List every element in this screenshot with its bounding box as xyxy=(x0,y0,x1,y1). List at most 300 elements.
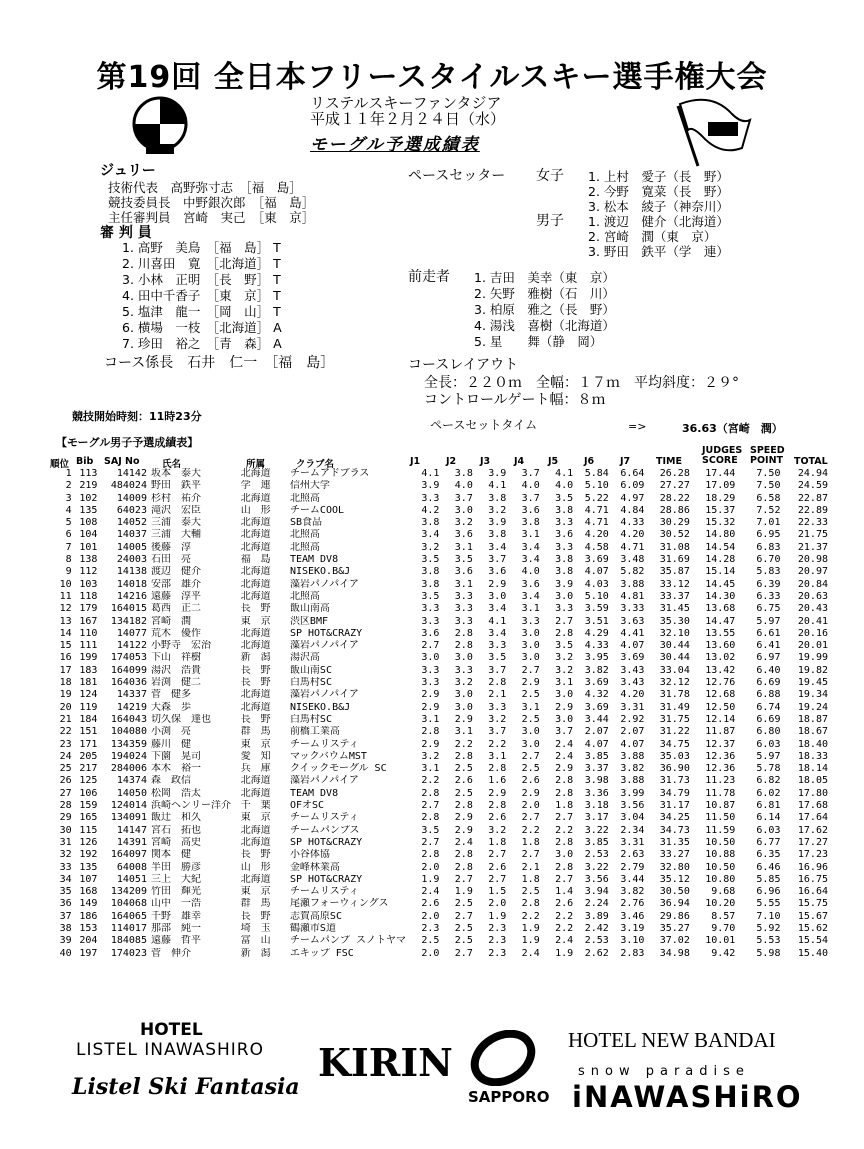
table-cell: 106 xyxy=(79,787,98,799)
table-cell: 18.33 xyxy=(797,750,828,762)
table-cell: 4.20 xyxy=(620,529,645,541)
table-cell: 3.88 xyxy=(620,578,645,590)
forerunner-row: 5. 星 舞（静 岡） xyxy=(474,334,603,349)
table-cell: 6.35 xyxy=(756,849,781,861)
pace-arrow: => xyxy=(628,420,647,433)
table-row xyxy=(50,751,830,763)
table-cell: 3.8 xyxy=(555,504,574,516)
table-cell: 4.07 xyxy=(620,640,645,652)
table-cell: 2.2 xyxy=(555,910,574,922)
table-cell: 103 xyxy=(79,578,98,590)
table-cell: 3.3 xyxy=(454,615,473,627)
table-cell: 31.69 xyxy=(659,554,690,566)
table-cell: 6.40 xyxy=(756,664,781,676)
table-cell: 2.9 xyxy=(454,713,473,725)
table-cell: 北海道 xyxy=(240,578,271,590)
table-cell: NISEKO.B&J xyxy=(289,701,351,713)
table-cell: 3.0 xyxy=(555,590,574,602)
table-cell: 3.82 xyxy=(584,664,609,676)
table-cell: 尾瀬フォーウィングス xyxy=(289,898,389,910)
table-cell: 30.29 xyxy=(659,517,690,529)
judge-row: 3. 小林 正明 ［長 野］ T xyxy=(122,272,281,287)
sapporo-logo: SAPPORO xyxy=(468,1088,550,1106)
table-cell: 111 xyxy=(79,640,98,652)
table-cell: 3.1 xyxy=(421,763,440,775)
table-cell: 2.9 xyxy=(488,578,507,590)
table-cell: 3.6 xyxy=(421,627,440,639)
table-cell: 1.8 xyxy=(521,836,540,848)
venue-name: リステルスキーファンタジア xyxy=(310,94,502,112)
table-cell: 3.37 xyxy=(584,763,609,775)
table-cell: 3.0 xyxy=(555,689,574,701)
table-cell: 14037 xyxy=(116,529,147,541)
table-cell: 3.4 xyxy=(521,590,540,602)
table-cell: 本木 裕一 xyxy=(150,763,201,775)
table-row xyxy=(50,825,830,837)
results-body xyxy=(50,468,830,960)
table-cell: 3.8 xyxy=(488,529,507,541)
table-cell: 10.88 xyxy=(705,849,736,861)
table-cell: 5.84 xyxy=(584,468,609,479)
table-cell: 39 xyxy=(59,935,72,947)
table-cell: 3.48 xyxy=(620,554,645,566)
table-cell: 2.8 xyxy=(555,861,574,873)
table-cell: 6.46 xyxy=(756,861,781,873)
table-cell: 北海道 xyxy=(240,566,271,578)
table-cell: 3.69 xyxy=(584,677,609,689)
table-cell: 33.27 xyxy=(659,849,690,861)
table-row xyxy=(50,542,830,554)
table-cell: 3.1 xyxy=(488,750,507,762)
table-cell: 3.69 xyxy=(620,652,645,664)
table-cell: 37.02 xyxy=(659,935,690,947)
table-cell: エキップ FSC xyxy=(289,947,354,959)
table-cell: 14.47 xyxy=(705,615,736,627)
table-cell: 藤川 健 xyxy=(150,738,191,750)
table-cell: 8 xyxy=(65,554,72,566)
table-cell: 小野寺 宏治 xyxy=(150,640,211,652)
table-cell: チームパンプ スノトヤマ xyxy=(289,935,406,947)
table-row xyxy=(50,480,830,492)
table-cell: 6.03 xyxy=(756,824,781,836)
table-cell: 3.8 xyxy=(421,566,440,578)
table-cell: 2.4 xyxy=(555,750,574,762)
table-cell: SP HOT&CRAZY xyxy=(289,836,363,848)
table-cell: 31.08 xyxy=(659,541,690,553)
table-cell: 2.9 xyxy=(521,787,540,799)
table-cell: 2.8 xyxy=(555,787,574,799)
table-cell: 20 xyxy=(59,701,72,713)
col-club: クラブ名 xyxy=(296,459,335,470)
setter-row: 1. 上村 愛子（長 野） xyxy=(588,169,729,184)
table-row xyxy=(50,616,830,628)
table-cell: 168 xyxy=(79,886,98,898)
table-cell: 3.3 xyxy=(421,615,440,627)
forerunner-row: 4. 湯浅 喜樹（北海道） xyxy=(474,318,615,333)
table-cell: 2.1 xyxy=(521,861,540,873)
table-cell: 5.82 xyxy=(620,566,645,578)
table-cell: 3.3 xyxy=(521,615,540,627)
table-cell: 2.6 xyxy=(454,775,473,787)
table-row xyxy=(50,702,830,714)
table-cell: 171 xyxy=(79,738,98,750)
table-cell: 3.2 xyxy=(421,541,440,553)
table-cell: 9.68 xyxy=(711,886,736,898)
table-row xyxy=(50,677,830,689)
table-cell: 284006 xyxy=(110,763,147,775)
table-cell: 10.80 xyxy=(705,873,736,885)
table-cell: 3.4 xyxy=(521,541,540,553)
table-cell: 35 xyxy=(59,886,72,898)
table-cell: 14005 xyxy=(116,541,147,553)
table-cell: 5.85 xyxy=(756,873,781,885)
course-layout-line: 全長：２２０ｍ 全幅：１７ｍ 平均斜度：２９° xyxy=(424,375,739,391)
table-cell: 35.12 xyxy=(659,873,690,885)
table-cell: 3.3 xyxy=(454,664,473,676)
col-j3: J3 xyxy=(480,456,491,467)
table-cell: 3.6 xyxy=(521,578,540,590)
table-cell: 白馬村SC xyxy=(289,713,332,725)
table-cell: 2.5 xyxy=(521,713,540,725)
table-cell: 153 xyxy=(79,922,98,934)
table-cell: 後藤 淳 xyxy=(150,541,191,553)
table-cell: 194024 xyxy=(110,750,147,762)
table-cell: 3.8 xyxy=(488,492,507,504)
col-pref: 所属 xyxy=(246,459,266,470)
table-cell: 112 xyxy=(79,566,98,578)
table-cell: 3.1 xyxy=(521,603,540,615)
table-cell: 31.73 xyxy=(659,775,690,787)
table-cell: 宮崎 高史 xyxy=(150,836,201,848)
table-cell: 4.0 xyxy=(555,480,574,492)
table-cell: 2.5 xyxy=(454,935,473,947)
table-cell: 2.8 xyxy=(421,812,440,824)
table-cell: 2.8 xyxy=(555,775,574,787)
table-cell: 6.03 xyxy=(756,738,781,750)
col-time: TIME xyxy=(656,456,682,467)
table-cell: 2.3 xyxy=(488,922,507,934)
table-cell: 東 京 xyxy=(240,615,271,627)
table-cell: 31.45 xyxy=(659,603,690,615)
table-cell: 3.4 xyxy=(421,529,440,541)
table-cell: 34.75 xyxy=(659,738,690,750)
table-cell: 17 xyxy=(59,664,72,676)
table-cell: 2.7 xyxy=(454,947,473,959)
pace-time: 36.63（宮崎 潤） xyxy=(682,422,783,435)
table-cell: 26 xyxy=(59,775,72,787)
table-cell: 2.07 xyxy=(620,726,645,738)
table-cell: 2.76 xyxy=(620,898,645,910)
table-cell: 3.4 xyxy=(521,554,540,566)
table-cell: 18.14 xyxy=(797,763,828,775)
table-cell: 鶴瀬市S道 xyxy=(289,922,336,934)
table-cell: 千野 雄幸 xyxy=(150,910,201,922)
table-cell: 3.10 xyxy=(620,935,645,947)
table-cell: 7.01 xyxy=(756,517,781,529)
table-cell: 5.22 xyxy=(584,492,609,504)
table-cell: 北照高 xyxy=(289,492,320,504)
table-cell: 21.37 xyxy=(797,541,828,553)
table-row xyxy=(50,862,830,874)
table-cell: 28.22 xyxy=(659,492,690,504)
table-cell: 2.7 xyxy=(521,750,540,762)
col-j4: J4 xyxy=(514,456,525,467)
table-cell: 64023 xyxy=(116,504,147,516)
table-cell: 134209 xyxy=(110,886,147,898)
table-cell: 北海道 xyxy=(240,824,271,836)
table-cell: 184085 xyxy=(110,935,147,947)
table-cell: 3.94 xyxy=(584,886,609,898)
table-cell: 荒木 優作 xyxy=(150,627,201,639)
table-cell: 滝沢 宏臣 xyxy=(150,504,201,516)
table-cell: 15 xyxy=(59,640,72,652)
table-cell: 6 xyxy=(65,529,72,541)
table-cell: 20.16 xyxy=(797,627,828,639)
table-cell: 14077 xyxy=(116,627,147,639)
table-cell: 愛 知 xyxy=(240,750,271,762)
table-cell: 3.82 xyxy=(620,763,645,775)
table-cell: 13.02 xyxy=(705,652,736,664)
table-cell: 6.09 xyxy=(620,480,645,492)
table-cell: 3.63 xyxy=(620,615,645,627)
table-cell: 新 潟 xyxy=(240,947,271,959)
table-cell: 12.36 xyxy=(705,750,736,762)
table-cell: 2.7 xyxy=(454,910,473,922)
table-cell: 2.8 xyxy=(421,849,440,861)
table-cell: 7.50 xyxy=(756,480,781,492)
table-cell: 杉村 祐介 xyxy=(150,492,201,504)
table-cell: 2 xyxy=(65,480,72,492)
table-cell: 124 xyxy=(79,689,98,701)
table-row xyxy=(50,898,830,910)
table-cell: NISEKO.B&J xyxy=(289,566,351,578)
table-cell: 184 xyxy=(79,713,98,725)
table-cell: 三浦 泰大 xyxy=(150,517,201,529)
table-row xyxy=(50,886,830,898)
table-cell: 2.9 xyxy=(521,677,540,689)
table-cell: 10.50 xyxy=(705,836,736,848)
table-cell: 197 xyxy=(79,947,98,959)
table-cell: 16.75 xyxy=(797,873,828,885)
table-cell: 14216 xyxy=(116,590,147,602)
table-cell: 3.0 xyxy=(555,849,574,861)
table-cell: 16.96 xyxy=(797,861,828,873)
table-cell: 12.36 xyxy=(705,763,736,775)
table-cell: 3 xyxy=(65,492,72,504)
table-cell: 118 xyxy=(79,590,98,602)
table-cell: 3.0 xyxy=(521,652,540,664)
table-cell: 1.8 xyxy=(521,873,540,885)
table-cell: 菅 伸介 xyxy=(150,947,191,959)
table-cell: 2.92 xyxy=(620,713,645,725)
table-cell: 2.5 xyxy=(521,763,540,775)
table-cell: 14052 xyxy=(116,517,147,529)
table-cell: 2.53 xyxy=(584,935,609,947)
table-cell: 飯辻 和久 xyxy=(150,812,201,824)
table-cell: 切久保 達也 xyxy=(150,713,211,725)
table-cell: 14391 xyxy=(116,836,147,848)
table-cell: 31.78 xyxy=(659,689,690,701)
table-cell: 2.4 xyxy=(454,836,473,848)
table-cell: 13.60 xyxy=(705,640,736,652)
table-cell: 23 xyxy=(59,738,72,750)
table-cell: 2.5 xyxy=(454,763,473,775)
setters-women-label: 女子 xyxy=(536,168,564,184)
table-row xyxy=(50,763,830,775)
table-cell: 3.59 xyxy=(584,603,609,615)
table-cell: 1.4 xyxy=(555,886,574,898)
table-cell: 14122 xyxy=(116,640,147,652)
table-cell: 石田 亮 xyxy=(150,554,191,566)
table-row xyxy=(50,923,830,935)
table-cell: 4.1 xyxy=(555,468,574,479)
table-cell: 14018 xyxy=(116,578,147,590)
table-cell: 20.63 xyxy=(797,590,828,602)
sapporo-star-icon xyxy=(468,1030,538,1086)
table-cell: 北照高 xyxy=(289,529,320,541)
table-cell: 9.70 xyxy=(711,922,736,934)
table-cell: 3.3 xyxy=(421,603,440,615)
table-cell: 3.46 xyxy=(620,910,645,922)
table-cell: マックバウムMST xyxy=(289,750,367,762)
table-cell: 三浦 大輔 xyxy=(150,529,201,541)
table-cell: 126 xyxy=(79,836,98,848)
table-cell: 3.56 xyxy=(584,873,609,885)
table-cell: 北海道 xyxy=(240,836,271,848)
table-cell: 飯山南高 xyxy=(289,603,330,615)
table-cell: 2.3 xyxy=(488,935,507,947)
table-row xyxy=(50,726,830,738)
table-cell: 24 xyxy=(59,750,72,762)
table-cell: 2.9 xyxy=(454,812,473,824)
table-cell: 北海道 xyxy=(240,873,271,885)
table-cell: 北海道 xyxy=(240,689,271,701)
judge-row: 7. 珍田 裕之 ［青 森］ A xyxy=(122,336,282,351)
table-cell: 21.75 xyxy=(797,529,828,541)
table-cell: 14009 xyxy=(116,492,147,504)
table-cell: 3.9 xyxy=(488,517,507,529)
table-cell: 3.2 xyxy=(555,652,574,664)
table-cell: 3.2 xyxy=(454,677,473,689)
table-cell: 北海道 xyxy=(240,529,271,541)
table-row xyxy=(50,837,830,849)
table-cell: 2.2 xyxy=(521,824,540,836)
table-cell: 学 連 xyxy=(240,480,271,492)
table-cell: 11.78 xyxy=(705,787,736,799)
table-cell: 3.44 xyxy=(620,873,645,885)
table-cell: 4.71 xyxy=(620,541,645,553)
table-cell: 4.0 xyxy=(521,566,540,578)
table-cell: 兵 庫 xyxy=(240,763,271,775)
table-cell: 134091 xyxy=(110,812,147,824)
table-cell: 2.8 xyxy=(521,898,540,910)
table-cell: 20.98 xyxy=(797,554,828,566)
table-cell: 1.9 xyxy=(421,873,440,885)
table-cell: 15.75 xyxy=(797,898,828,910)
table-cell: 3.1 xyxy=(555,677,574,689)
table-cell: 1.9 xyxy=(555,947,574,959)
table-cell: 6.58 xyxy=(756,492,781,504)
table-cell: 東 京 xyxy=(240,886,271,898)
forerunners-heading: 前走者 xyxy=(408,269,450,285)
table-cell: 3.0 xyxy=(454,689,473,701)
results-table xyxy=(50,468,830,960)
table-cell: 31.22 xyxy=(659,726,690,738)
table-cell: 14.54 xyxy=(705,541,736,553)
table-cell: 10.87 xyxy=(705,800,736,812)
table-cell: 102 xyxy=(79,492,98,504)
table-cell: 飯山南SC xyxy=(289,664,332,676)
table-cell: クイックモーグル SC xyxy=(289,763,387,775)
table-cell: 3.1 xyxy=(521,529,540,541)
table-cell: 32.12 xyxy=(659,677,690,689)
table-cell: 17.23 xyxy=(797,849,828,861)
table-cell: 5.97 xyxy=(756,750,781,762)
table-cell: 3.4 xyxy=(488,627,507,639)
table-cell: 2.8 xyxy=(454,849,473,861)
table-cell: 北海道 xyxy=(240,541,271,553)
table-cell: 2.0 xyxy=(421,947,440,959)
table-cell: 19.34 xyxy=(797,689,828,701)
table-cell: 15.67 xyxy=(797,910,828,922)
table-cell: 34.79 xyxy=(659,787,690,799)
table-cell: 4.0 xyxy=(521,480,540,492)
table-cell: 6.77 xyxy=(756,836,781,848)
listel-hotel-name: LISTEL INAWASHIRO xyxy=(76,1040,264,1060)
table-cell: 2.2 xyxy=(454,738,473,750)
table-cell: 6.96 xyxy=(756,886,781,898)
table-cell: 3.22 xyxy=(584,861,609,873)
table-cell: 24.94 xyxy=(797,468,828,479)
table-cell: 2.7 xyxy=(421,640,440,652)
setter-row: 3. 松本 綾子（神奈川） xyxy=(588,199,729,214)
table-cell: 13.42 xyxy=(705,664,736,676)
table-cell: チームリスティ xyxy=(289,738,359,750)
table-cell: 2.1 xyxy=(488,689,507,701)
table-cell: チームアドブラス xyxy=(289,468,370,479)
table-cell: 3.0 xyxy=(521,726,540,738)
table-cell: 192 xyxy=(79,849,98,861)
table-cell: 4.20 xyxy=(584,529,609,541)
table-cell: 2.4 xyxy=(421,886,440,898)
table-cell: 志賀高原SC xyxy=(289,910,342,922)
table-cell: 2.63 xyxy=(620,849,645,861)
table-cell: 1.9 xyxy=(454,886,473,898)
table-cell: 松岡 浩太 xyxy=(150,787,201,799)
table-cell: 6.80 xyxy=(756,726,781,738)
table-cell: 4.07 xyxy=(620,738,645,750)
col-judges: JUDGES SCORE xyxy=(702,445,743,466)
table-cell: 3.1 xyxy=(454,726,473,738)
table-cell: SP HOT&CRAZY xyxy=(289,627,363,639)
table-cell: 19.82 xyxy=(797,664,828,676)
table-cell: 4.2 xyxy=(421,504,440,516)
listel-hotel-label: HOTEL xyxy=(140,1020,203,1040)
table-cell: 4.1 xyxy=(488,480,507,492)
table-cell: 2.8 xyxy=(488,677,507,689)
table-cell: 34.98 xyxy=(659,947,690,959)
table-cell: 北照高 xyxy=(289,590,320,602)
table-cell: 3.3 xyxy=(454,590,473,602)
table-cell: 3.98 xyxy=(584,775,609,787)
table-cell: 4.1 xyxy=(488,615,507,627)
table-cell: 2.5 xyxy=(521,886,540,898)
table-cell: 15.54 xyxy=(797,935,828,947)
table-cell: 藻岩パノパイア xyxy=(289,640,359,652)
judge-row: 6. 横場 一枝 ［北海道］ A xyxy=(122,320,282,335)
table-cell: 千 葉 xyxy=(240,800,271,812)
table-cell: 4.29 xyxy=(584,627,609,639)
